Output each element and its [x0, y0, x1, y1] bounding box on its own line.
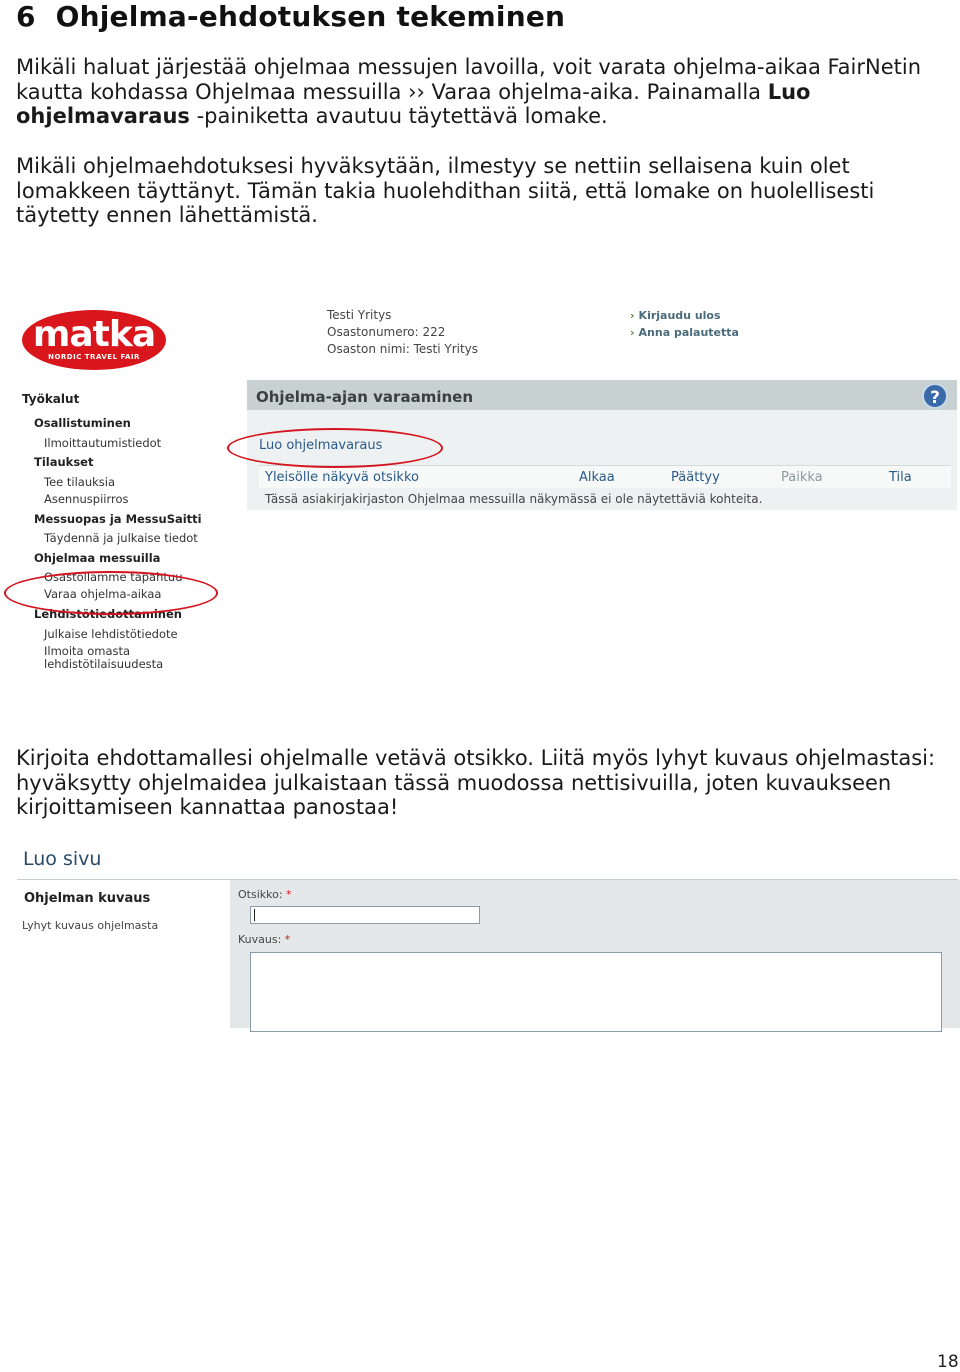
chevron-right-icon: › — [630, 309, 635, 322]
matka-logo — [22, 310, 166, 370]
booth-name: Osaston nimi: Testi Yritys — [327, 342, 479, 356]
description-label-text: Kuvaus: — [238, 933, 282, 946]
sidebar-item-taydenna-tiedot[interactable]: Täydennä ja julkaise tiedot — [44, 531, 198, 545]
sidebar-item-varaa-ohjelma-aikaa[interactable]: Varaa ohjelma-aikaa — [44, 587, 162, 601]
logo-wordmark: matka — [32, 314, 156, 355]
table-header-row — [259, 465, 951, 488]
intro-paragraph-2: Mikäli ohjelmaehdotuksesi hyväksytään, ilmestyy se nettiin sellaisena kuin olet lomakkeen täyttänyt. Tämän takia huolehdithan siitä, että lomake on huolellisesti täytetty ennen lähettämistä. — [16, 154, 875, 227]
sidebar-section-lehdistotiedottaminen: Lehdistötiedottaminen — [34, 607, 182, 621]
panel-header — [247, 380, 957, 410]
sidebar-item-julkaise-tiedote[interactable]: Julkaise lehdistötiedote — [44, 627, 178, 641]
program-form — [230, 880, 960, 1028]
sidebar-section-osallistuminen: Osallistuminen — [34, 416, 131, 430]
required-mark: * — [286, 888, 292, 901]
title-input[interactable] — [250, 906, 480, 924]
sidebar-item-asennuspiirros[interactable]: Asennuspiirros — [44, 492, 129, 506]
description-field-label — [238, 933, 290, 946]
logout-link[interactable] — [630, 309, 721, 322]
sidebar-item-tee-tilauksia[interactable]: Tee tilauksia — [44, 475, 116, 489]
description-textarea[interactable] — [250, 952, 942, 1032]
sidebar-item-lehdistotilaisuudesta[interactable]: lehdistötilaisuudesta — [44, 657, 164, 671]
intro-text-start: Mikäli haluat järjestää ohjelmaa messujen lavoilla, voit varata ohjelma-aikaa FairNetin kautta kohdassa Ohjelmaa messuilla ›› Varaa ohjelma-aika. Painamalla — [16, 55, 922, 104]
feedback-link[interactable] — [630, 326, 739, 339]
column-header-place[interactable]: Paikka — [781, 470, 823, 485]
panel-title: Ohjelma-ajan varaaminen — [256, 388, 473, 406]
intro-paragraph-1 — [16, 55, 946, 129]
column-header-start[interactable]: Alkaa — [579, 470, 615, 485]
help-icon[interactable]: ? — [922, 383, 948, 409]
sidebar-section-tilaukset: Tilaukset — [34, 455, 94, 469]
highlight-circle-sidebar — [4, 571, 218, 615]
required-mark: * — [284, 933, 291, 946]
logo-subtitle: NORDIC TRAVEL FAIR — [48, 353, 140, 361]
create-page-screenshot — [0, 840, 960, 1030]
feedback-label: Anna palautetta — [638, 326, 739, 339]
section-title-program-description: Ohjelman kuvaus — [24, 891, 151, 906]
middle-paragraph: Kirjoita ehdottamallesi ohjelmalle vetävä otsikko. Liitä myös lyhyt kuvaus ohjelmastasi: hyväksytty ohjelmaidea julkaistaan tässä muodossa nettisivuilla, joten kuvaukseen kirjoittamiseen kannattaa panostaa! — [16, 746, 936, 819]
chevron-right-icon: › — [630, 326, 635, 339]
column-header-end[interactable]: Päättyy — [671, 470, 720, 485]
section-subtitle: Lyhyt kuvaus ohjelmasta — [22, 919, 159, 932]
sidebar-section-ohjelmaa-messuilla: Ohjelmaa messuilla — [34, 551, 161, 565]
booth-number: Osastonumero: 222 — [327, 325, 446, 339]
logout-label: Kirjaudu ulos — [638, 309, 721, 322]
sidebar-section-messuopas: Messuopas ja MessuSaitti — [34, 512, 202, 526]
intro-bold-button-name: Luo ohjelmavaraus — [16, 79, 811, 128]
intro-text-end: -painiketta avautuu täytettävä lomake. — [189, 104, 608, 128]
sidebar-item-ilmoittautumistiedot[interactable]: Ilmoittautumistiedot — [44, 436, 162, 450]
sidebar-heading: Työkalut — [22, 392, 80, 406]
sidebar-item-osastollamme-tapahtuu[interactable]: Osastollamme tapahtuu — [44, 570, 183, 584]
column-header-status[interactable]: Tila — [889, 470, 912, 485]
section-number: 6 — [16, 0, 36, 33]
title-field-label — [238, 888, 292, 901]
text-caret — [254, 909, 255, 921]
title-label-text: Otsikko: — [238, 888, 283, 901]
section-title: Ohjelma-ehdotuksen tekeminen — [55, 0, 566, 33]
column-header-title[interactable]: Yleisölle näkyvä otsikko — [265, 470, 419, 485]
section-heading — [16, 0, 565, 33]
create-program-booking-link[interactable]: Luo ohjelmavaraus — [259, 438, 383, 453]
fairnet-screenshot — [0, 300, 960, 680]
highlight-circle-create-link — [227, 428, 443, 468]
empty-list-message: Tässä asiakirjakirjaston Ohjelmaa messuilla näkymässä ei ole näytettäviä kohteita. — [265, 492, 763, 506]
company-name: Testi Yritys — [327, 308, 392, 322]
create-page-title: Luo sivu — [23, 848, 102, 870]
sidebar-item-ilmoita-omasta[interactable]: Ilmoita omasta — [44, 644, 131, 658]
page-number: 18 — [937, 1352, 959, 1372]
